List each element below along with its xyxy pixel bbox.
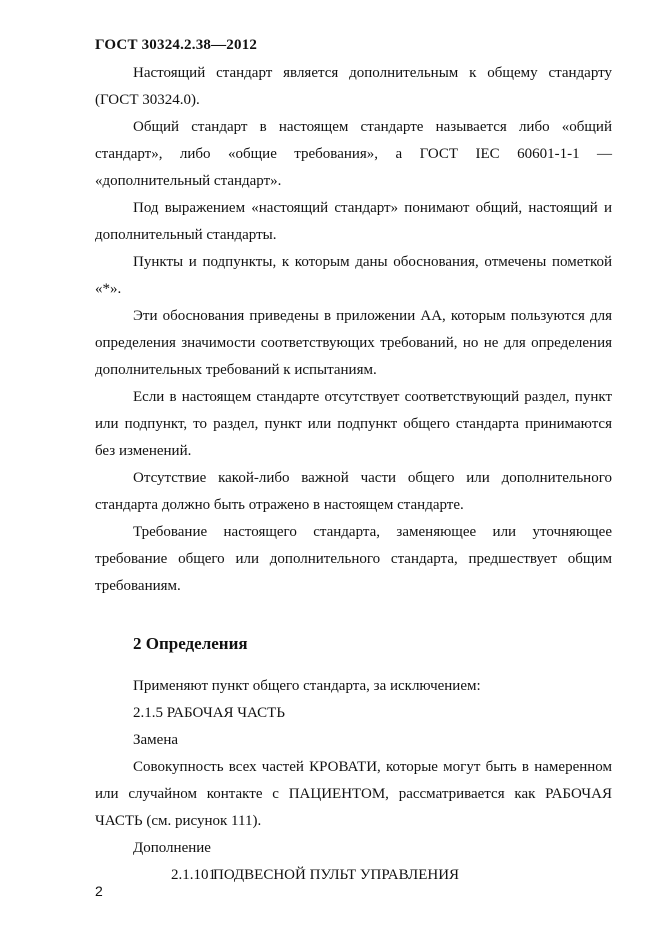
term-line	[95, 862, 612, 889]
paragraph: Отсутствие какой-либо важной части общего или дополнительного стандарта должно быть отражено в настоящем стандарте.	[95, 470, 612, 513]
term-name: ПОДВЕСНОЙ ПУЛЬТ УПРАВЛЕНИЯ	[213, 867, 460, 883]
term-number: 2.1.101	[171, 867, 216, 883]
paragraph: Пункты и подпункты, к которым даны обоснования, отмечены пометкой «*».	[95, 254, 612, 297]
paragraph: Требование настоящего стандарта, заменяющее или уточняющее требование общего или дополнительного стандарта, предшествует общим требованиям.	[95, 524, 612, 594]
replace-label: Замена	[133, 732, 179, 748]
addition-label: Дополнение	[133, 840, 211, 856]
section-heading: 2 Определения	[133, 634, 248, 653]
standard-header: ГОСТ 30324.2.38—2012	[95, 37, 258, 53]
section-intro: Применяют пункт общего стандарта, за исключением:	[133, 678, 481, 694]
clause-title: 2.1.5 РАБОЧАЯ ЧАСТЬ	[133, 705, 285, 721]
paragraph: Эти обоснования приведены в приложении АА, которым пользуются для определения значимости соответствующих требований, но не для определения дополнительных требований к испытаниям.	[95, 308, 612, 378]
body-text	[95, 60, 612, 889]
page-number: 2	[95, 883, 103, 899]
paragraph: Настоящий стандарт является дополнительным к общему стандарту (ГОСТ 30324.0).	[95, 65, 612, 108]
replace-text: Совокупность всех частей КРОВАТИ, которые могут быть в намеренном или случайном контакте с ПАЦИЕНТОМ, рассматривается как РАБОЧАЯ ЧАСТЬ (см. рисунок 111).	[95, 759, 612, 829]
paragraph: Под выражением «настоящий стандарт» понимают общий, настоящий и дополнительный стандарты.	[95, 200, 612, 243]
paragraph: Если в настоящем стандарте отсутствует соответствующий раздел, пункт или подпункт, то раздел, пункт или подпункт общего стандарта принимаются без изменений.	[95, 389, 612, 459]
paragraph: Общий стандарт в настоящем стандарте называется либо «общий стандарт», либо «общие требования», а ГОСТ IEC 60601-1-1 — «дополнительный стандарт».	[95, 119, 612, 189]
